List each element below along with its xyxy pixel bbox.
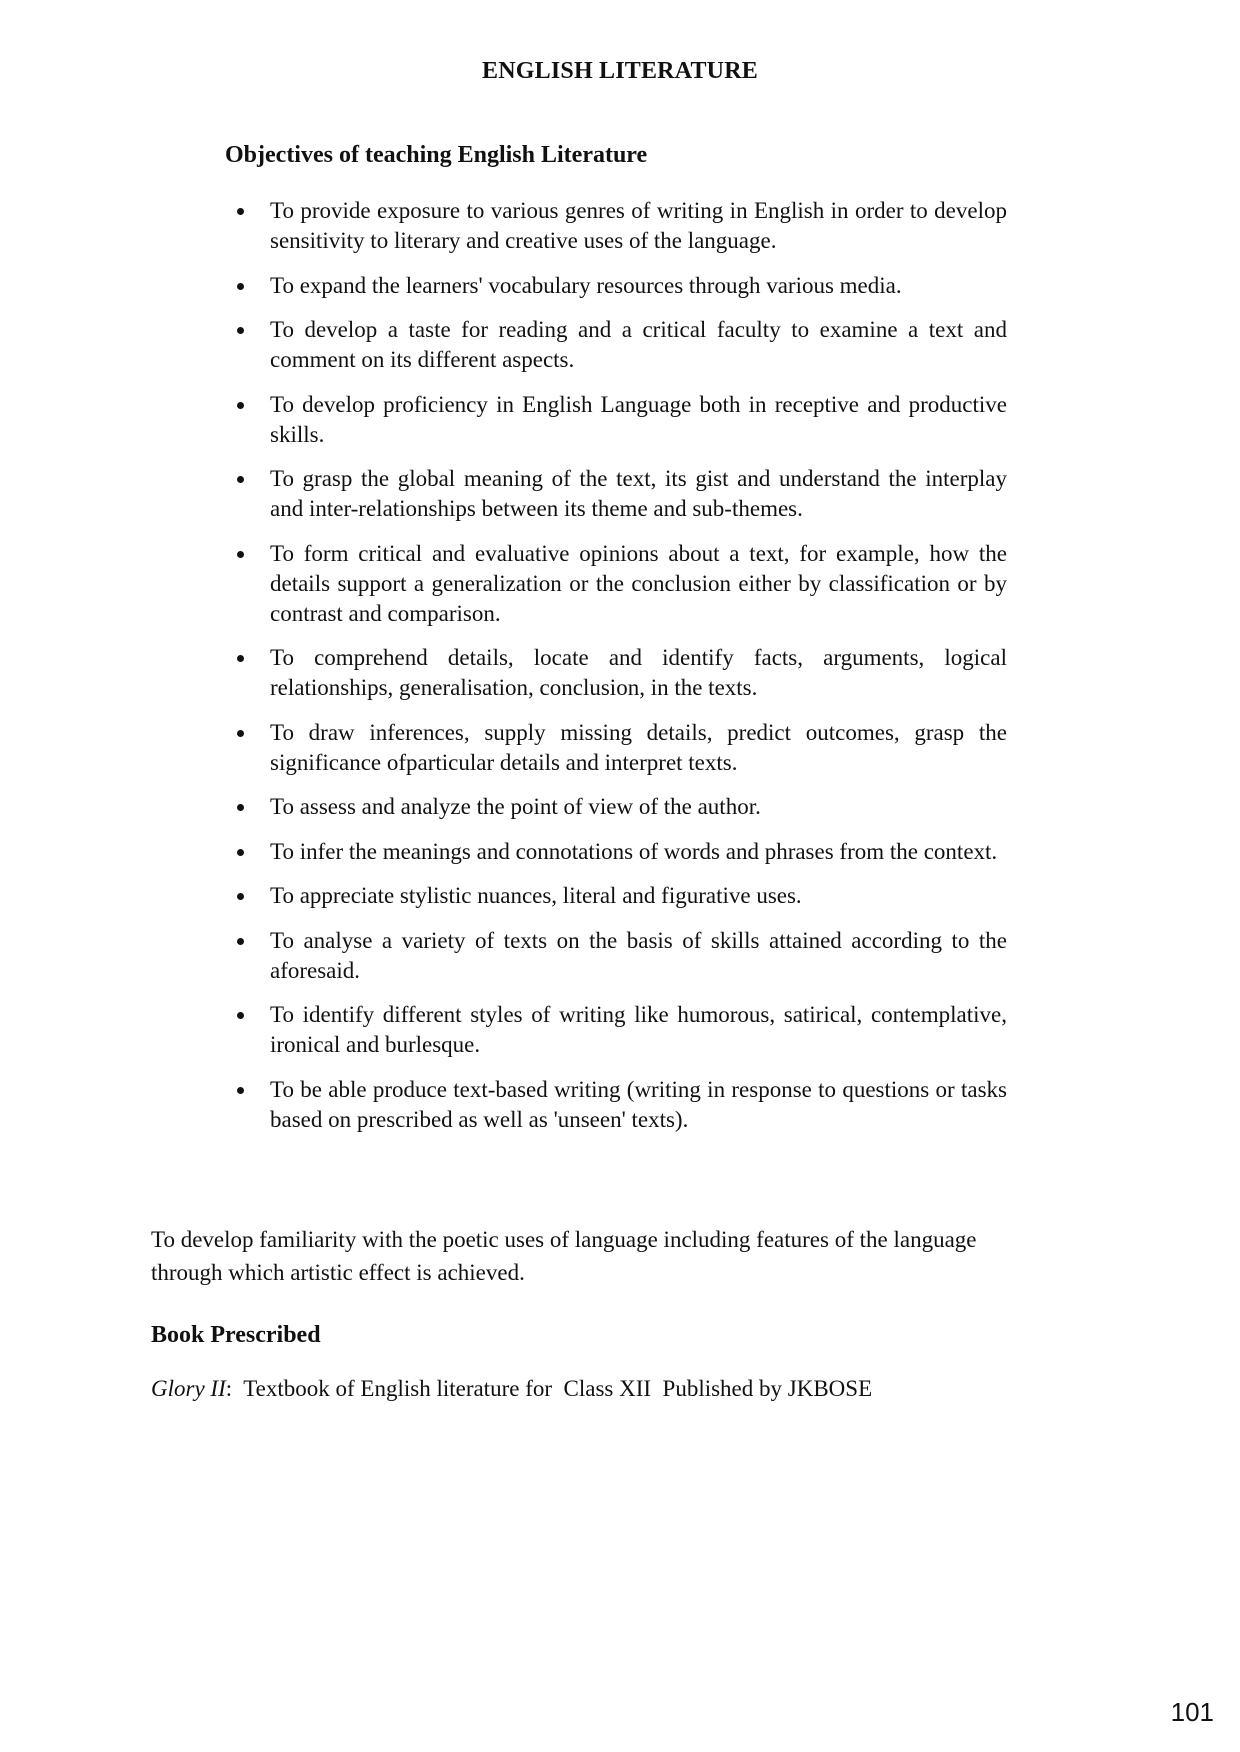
objectives-heading: Objectives of teaching English Literature: [225, 142, 648, 168]
closing-paragraph: To develop familiarity with the poetic uses of language including features of the language through which artistic effect is achieved.: [151, 1227, 977, 1285]
objective-item: [225, 1000, 1007, 1060]
bullet-icon: [237, 893, 244, 900]
objective-text: To develop proficiency in English Language both in receptive and productive skills.: [270, 391, 1007, 447]
bullet-icon: [237, 655, 244, 662]
bullet-icon: [237, 208, 244, 215]
page-number: 101: [1170, 1697, 1214, 1727]
book-prescribed-heading: Book Prescribed: [151, 1322, 321, 1348]
bullet-icon: [237, 283, 244, 290]
bullet-icon: [237, 1087, 244, 1094]
bullet-icon: [237, 551, 244, 558]
book-line: [151, 1376, 872, 1402]
objective-text: To identify different styles of writing like humorous, satirical, contemplative, ironical and burlesque.: [270, 1002, 1007, 1057]
objective-item: [225, 196, 1007, 256]
objective-text: To appreciate stylistic nuances, literal and figurative uses.: [270, 883, 802, 908]
objective-text: To expand the learners' vocabulary resources through various media.: [270, 272, 902, 298]
bullet-icon: [237, 476, 244, 483]
objective-text: To form critical and evaluative opinions about a text, for example, how the details support a generalization or the conclusion either by classification or by contrast and comparison.: [270, 540, 1007, 626]
objective-item: [225, 390, 1007, 450]
objective-item: [225, 539, 1007, 629]
objective-text: To provide exposure to various genres of writing in English in order to develop sensitivity to literary and creative uses of the language.: [270, 198, 1007, 253]
bullet-icon: [237, 730, 244, 737]
objective-text: To analyse a variety of texts on the basis of skills attained according to the aforesaid.: [270, 927, 1007, 983]
bullet-icon: [237, 938, 244, 945]
objective-item: [225, 1075, 1007, 1135]
objectives-list: [225, 196, 1007, 1149]
objective-item: [225, 315, 1007, 375]
objective-text: To develop a taste for reading and a critical faculty to examine a text and comment on its different aspects.: [270, 317, 1007, 372]
objective-text: To infer the meanings and connotations of words and phrases from the context.: [270, 838, 998, 864]
objective-item: [225, 792, 1007, 822]
objective-item: [225, 464, 1007, 524]
objective-item: [225, 271, 1007, 301]
objective-text: To draw inferences, supply missing details, predict outcomes, grasp the significance ofparticular details and interpret texts.: [270, 719, 1007, 775]
bullet-icon: [237, 1012, 244, 1019]
book-description: : Textbook of English literature for Class XII Published by JKBOSE: [225, 1376, 873, 1401]
bullet-icon: [237, 804, 244, 811]
bullet-icon: [237, 849, 244, 856]
bullet-icon: [237, 327, 244, 334]
objective-text: To assess and analyze the point of view of the author.: [270, 794, 761, 819]
objective-item: [225, 643, 1007, 703]
book-title: Glory II: [151, 1376, 226, 1401]
page-title: ENGLISH LITERATURE: [482, 58, 758, 84]
objective-item: [225, 926, 1007, 986]
objective-text: To be able produce text-based writing (writing in response to questions or tasks based on prescribed as well as 'unseen' texts).: [270, 1076, 1007, 1132]
objective-item: [225, 718, 1007, 778]
objective-text: To grasp the global meaning of the text, its gist and understand the interplay and inter-relationships between its theme and sub-themes.: [270, 466, 1007, 521]
objective-text: To comprehend details, locate and identify facts, arguments, logical relationships, generalisation, conclusion, in the texts.: [270, 645, 1007, 700]
objective-item: [225, 881, 1007, 911]
bullet-icon: [237, 402, 244, 409]
objective-item: [225, 837, 1007, 867]
